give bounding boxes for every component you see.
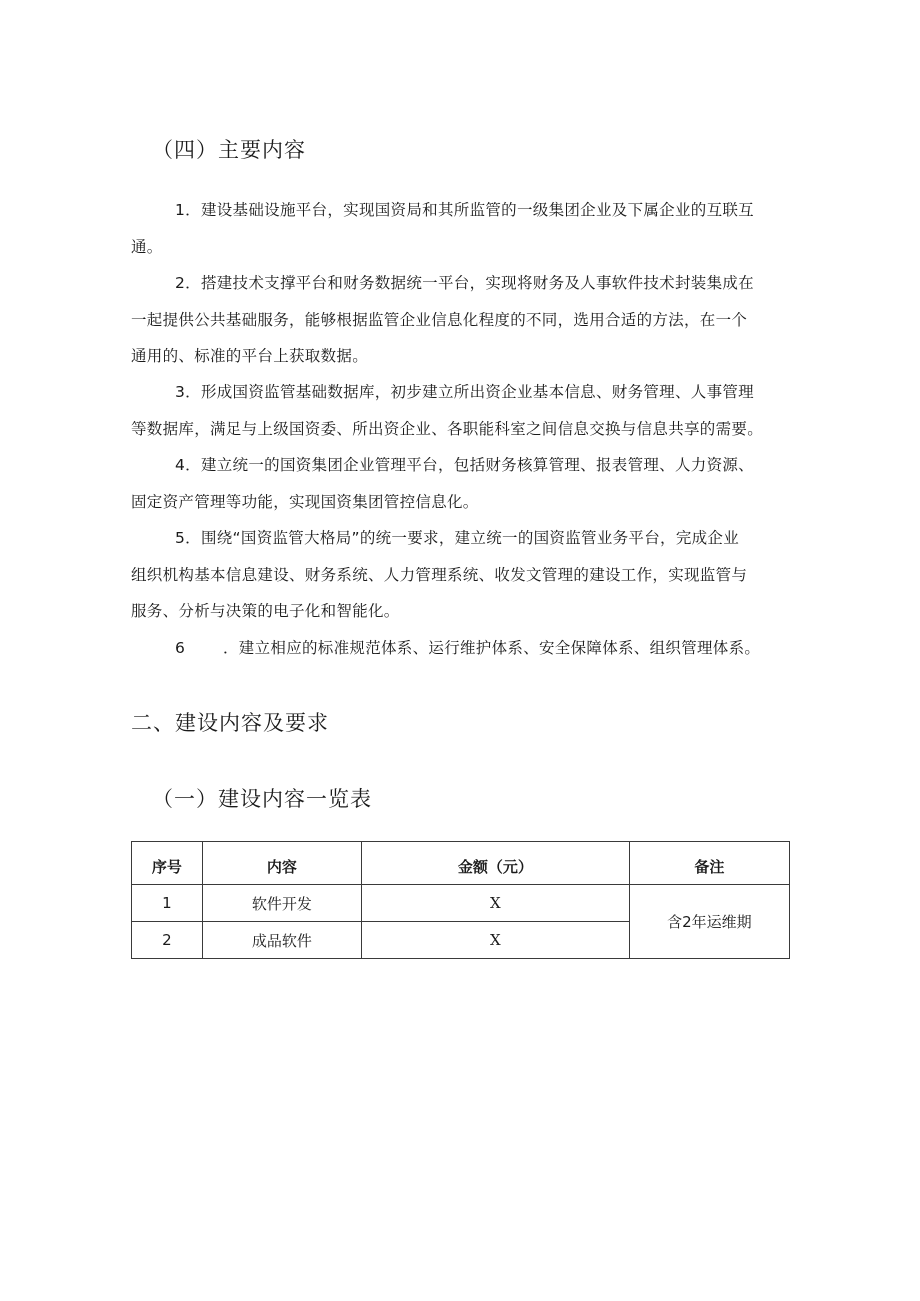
cell-number: 2 xyxy=(132,922,203,959)
list-item-2-line-2: 一起提供公共基础服务，能够根据监管企业信息化程度的不同，选用合适的方法，在一个 xyxy=(131,310,748,329)
table-row xyxy=(132,885,790,922)
column-header-number: 序号 xyxy=(132,842,203,885)
list-item-5-line-3: 服务、分析与决策的电子化和智能化。 xyxy=(131,602,400,620)
list-item-2 xyxy=(131,265,791,375)
content-overview-table xyxy=(131,841,790,959)
list-item-6-text: ．建立相应的标准规范体系、运行维护体系、安全保障体系、组织管理体系。 xyxy=(223,639,761,657)
list-item-5-line-2: 组织机构基本信息建设、财务系统、人力管理系统、收发文管理的建设工作，实现监管与 xyxy=(131,565,748,584)
section-heading-overview-table: （一）建设内容一览表 xyxy=(152,787,372,811)
column-header-content: 内容 xyxy=(202,842,361,885)
column-header-remark: 备注 xyxy=(629,842,789,885)
section-heading-main-content: （四）主要内容 xyxy=(152,138,306,162)
list-item-2-line-1: 2．搭建技术支撑平台和财务数据统一平台，实现将财务及人事软件技术封装集成在 xyxy=(175,274,754,292)
list-item-4-line-2: 固定资产管理等功能，实现国资集团管控信息化。 xyxy=(131,492,479,511)
list-item-4 xyxy=(131,447,791,520)
list-item-3-line-1: 3．形成国资监管基础数据库，初步建立所出资企业基本信息、财务管理、人事管理 xyxy=(175,383,754,401)
list-item-5 xyxy=(131,520,791,630)
cell-content: 成品软件 xyxy=(202,922,361,959)
cell-remark: 含2年运维期 xyxy=(629,885,789,959)
column-header-amount: 金额（元） xyxy=(361,842,629,885)
list-item-5-line-1: 5．围绕“国资监管大格局”的统一要求，建立统一的国资监管业务平台，完成企业 xyxy=(175,529,740,547)
list-item-6-number: 6 xyxy=(175,639,186,657)
cell-amount: X xyxy=(361,885,629,922)
cell-content: 软件开发 xyxy=(202,885,361,922)
list-item-6 xyxy=(131,630,791,667)
list-item-1 xyxy=(131,192,791,265)
list-item-1-line-2: 通。 xyxy=(131,237,163,256)
cell-amount: X xyxy=(361,922,629,959)
list-item-3 xyxy=(131,374,791,447)
section-heading-requirements: 二、建设内容及要求 xyxy=(131,711,329,735)
list-item-6-line-1 xyxy=(131,630,791,667)
list-item-4-line-1: 4．建立统一的国资集团企业管理平台，包括财务核算管理、报表管理、人力资源、 xyxy=(175,456,754,474)
list-item-1-line-1: 1．建设基础设施平台，实现国资局和其所监管的一级集团企业及下属企业的互联互 xyxy=(175,201,754,219)
table-header-row xyxy=(132,842,790,885)
cell-number: 1 xyxy=(132,885,203,922)
list-item-3-line-2: 等数据库，满足与上级国资委、所出资企业、各职能科室之间信息交换与信息共享的需要。 xyxy=(131,419,764,438)
list-item-2-line-3: 通用的、标准的平台上获取数据。 xyxy=(131,347,369,365)
